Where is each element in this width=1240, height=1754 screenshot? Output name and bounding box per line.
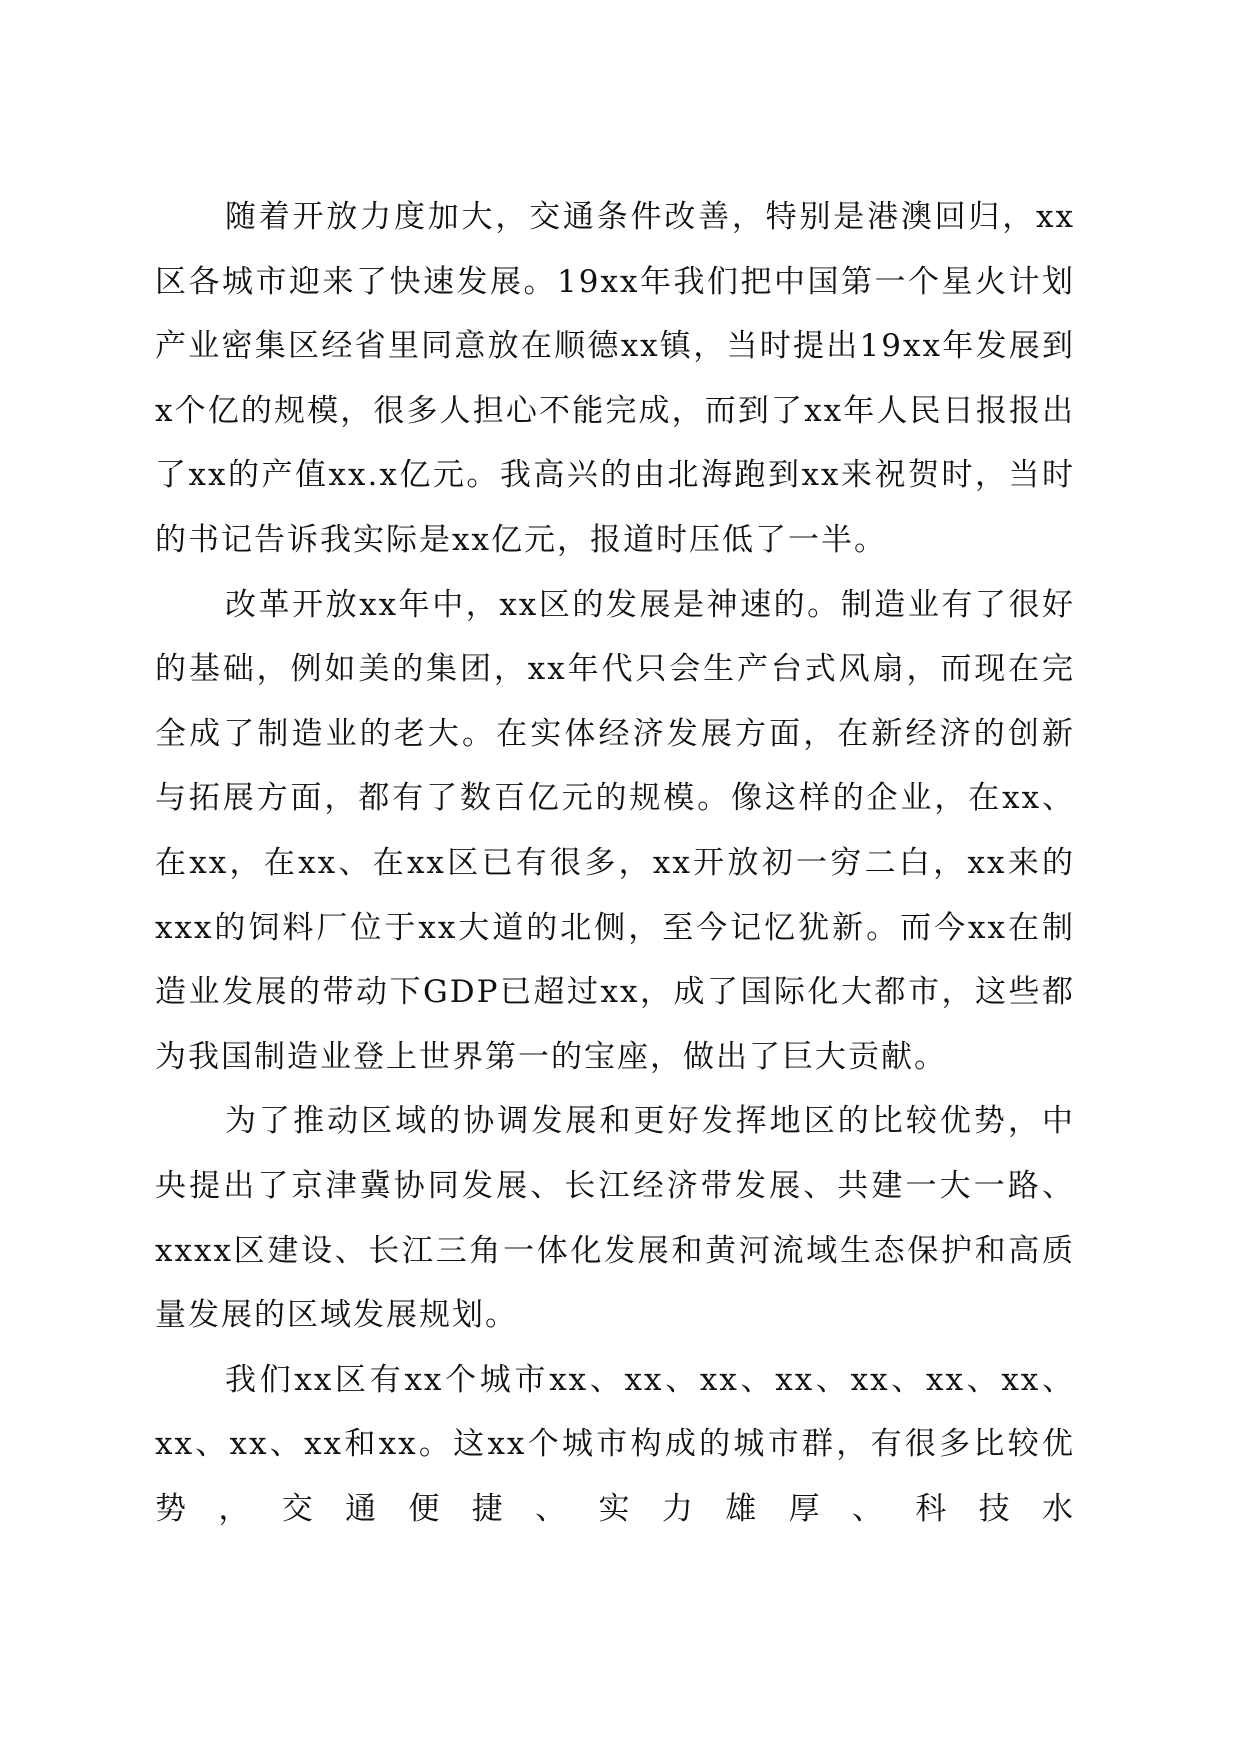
- paragraph-3: 为了推动区域的协调发展和更好发挥地区的比较优势，中央提出了京津冀协同发展、长江经济带发展、共建一大一路、xxxx区建设、长江三角一体化发展和黄河流域生态保护和高质量发展的区域发展规划。: [155, 1103, 1075, 1334]
- paragraph-1: 随着开放力度加大，交通条件改善，特别是港澳回归，xx区各城市迎来了快速发展。19xx年我们把中国第一个星火计划产业密集区经省里同意放在顺德xx镇，当时提出19xx年发展到x个亿的规模，很多人担心不能完成，而到了xx年人民日报报出了xx的产值xx.x亿元。我高兴的由北海跑到xx来祝贺时，当时的书记告诉我实际是xx亿元，报道时压低了一半。: [155, 199, 1075, 558]
- paragraph-2: 改革开放xx年中，xx区的发展是神速的。制造业有了很好的基础，例如美的集团，xx年代只会生产台式风扇，而现在完全成了制造业的老大。在实体经济发展方面，在新经济的创新与拓展方面，都有了数百亿元的规模。像这样的企业，在xx、在xx，在xx、在xx区已有很多，xx开放初一穷二白，xx来的xxx的饲料厂位于xx大道的北侧，至今记忆犹新。而今xx在制造业发展的带动下GDP已超过xx，成了国际化大都市，这些都为我国制造业登上世界第一的宝座，做出了巨大贡献。: [155, 586, 1075, 1075]
- paragraph-4: 我们xx区有xx个城市xx、xx、xx、xx、xx、xx、xx、xx、xx、xx和xx。这xx个城市构成的城市群，有很多比较优势，交通便捷、实力雄厚、科技水: [155, 1361, 1075, 1527]
- document-body: [155, 185, 1075, 1541]
